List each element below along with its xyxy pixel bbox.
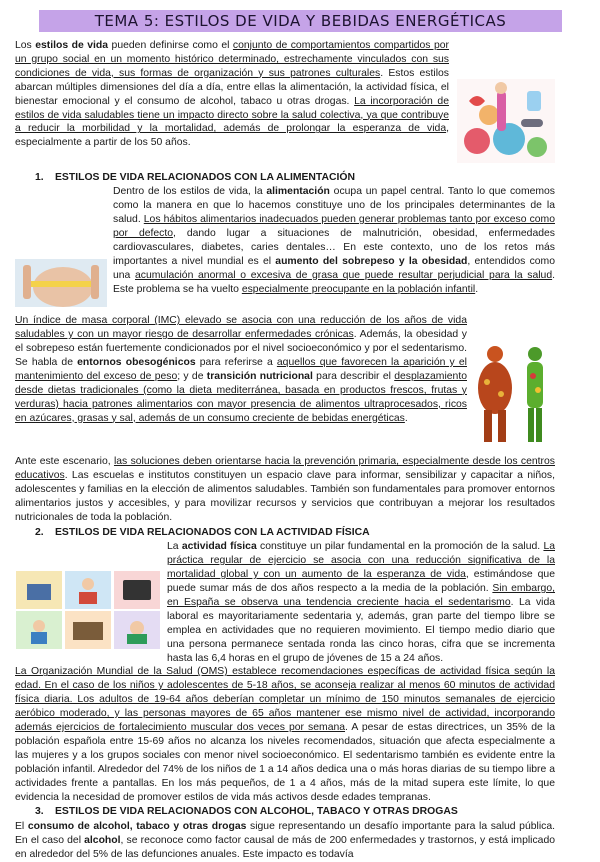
section-3-heading: 3. ESTILOS DE VIDA RELACIONADOS CON ALCOHOL, TABACO Y OTRAS DROGAS (35, 806, 458, 818)
document-body (15, 39, 555, 862)
intro-paragraph: Los estilos de vida pueden definirse como el conjunto de comportamientos compartidos por un grupo social en un momento histórico determinado, estrechamente vinculados con sus condiciones de vida, sus formas de organización y sus patrones culturales. Estos estilos abarcan múltiples dimensiones del día a día, entre ellas la alimentación, la actividad física, el bienestar emocional y el consumo de alcohol, tabaco u otras drogas. La incorporación de estilos de vida saludables tiene un impacto directo sobre la salud colectiva, ya que contribuye a reducir la morbilidad y la mortalidad, además de prolongar la esperanza de vida, especialmente a partir de los 50 años. (15, 40, 450, 149)
sedentary-activities-collage (15, 570, 161, 655)
waist-measurement-image (15, 259, 107, 312)
healthy-lifestyle-illustration (457, 79, 555, 168)
food-body-silhouettes-image (475, 342, 555, 453)
section-1-paragraph-2: Un índice de masa corporal (IMC) elevado se asocia con una reducción de los años de vida saludables y con un mayor riesgo de desarrollar enfermedades crónicas. Además, la obesidad y el sobrepeso están fuertemente condicionados por el nivel socioeconómico y por el sedentarismo. Se habla de entornos obesogénicos para referirse a aquellos que favorecen la aparición y el mantenimiento del exceso de peso; y de transición nutricional para describir el desplazamiento desde dietas tradicionales (como la dieta mediterránea, basada en productos frescos, frutas y verduras) hacia patrones alimentarios con mayor presencia de alimentos ultraprocesados, ricos en azúcares, grasas y sal, además de un consumo creciente de bebidas energéticas. (15, 315, 468, 424)
page-title: TEMA 5: ESTILOS DE VIDA Y BEBIDAS ENERGÉTICAS (94, 12, 507, 30)
section-2-heading: 2. ESTILOS DE VIDA RELACIONADOS CON LA ACTIVIDAD FÍSICA (35, 526, 370, 538)
section-2-paragraph-1: La actividad física constituye un pilar fundamental en la promoción de la salud. La práctica regular de ejercicio se asocia con una reducción significativa de la mortalidad global y con un aumento de la esperanza de vida, estimándose que puede sumar más de dos años respecto a la media de la población. Sin embargo, en España se observa una tendencia creciente hacia el sedentarismo. La vida laboral es mayoritariamente sedentaria y, además, gran parte del tiempo libre se emplea en actividades que no requieren movimiento. El tiempo medio diario que una persona permanece sentada ronda las cinco horas, cifra que se incrementa hasta las 6,4 horas en el grupo de jóvenes de 15 a 24 años. (167, 541, 556, 664)
page-title-banner (39, 10, 562, 32)
section-1-paragraph-1: Dentro de los estilos de vida, la alimentación ocupa un papel central. Tanto lo que comemos como la manera en que lo hacemos constituye uno de los principales determinantes de la salud. Los hábitos alimentarios inadecuados pueden generar problemas tanto por exceso como por defecto, dando lugar a situaciones de malnutrición, obesidad, enfermedades cardiovasculares, diabetes, caries dentales… En este contexto, uno de los retos más importantes a nivel mundial es el aumento del sobrepeso y la obesidad, entendidos como una acumulación anormal o excesiva de grasa que puede resultar perjudicial para la salud. Este problema se ha vuelto especialmente preocupante en la población infantil. (113, 186, 556, 295)
section-3-paragraph-1: El consumo de alcohol, tabaco y otras drogas sigue representando un desafío importante para la salud pública. En el caso del alcohol, se reconoce como factor causal de más de 200 enfermedades y trastornos, y está implicado en alrededor del 5% de las defunciones anuales. Este impacto es todavía (15, 820, 555, 860)
section-1-paragraph-3: Ante este escenario, las soluciones deben orientarse hacia la prevención primaria, especialmente desde los centros educativos. Las escuelas e institutos constituyen un espacio clave para informar, sensibilizar y capacitar a niños, adolescentes y familias en la elección de alimentos saludables. También son fundamentales para promover entornos alimentarios justos y accesibles, y para movilizar recursos y servicios que contribuyan a mejorar los resultados nutricionales de toda la población. (15, 456, 555, 523)
section-1-heading: 1. ESTILOS DE VIDA RELACIONADOS CON LA ALIMENTACIÓN (35, 171, 355, 183)
section-2-paragraph-2: La Organización Mundial de la Salud (OMS) establece recomendaciones específicas de actividad física según la edad. En el caso de los niños y adolescentes de 5-18 años, se aconseja realizar al menos 60 minutos de actividad física diaria. Los adultos de 19-64 años deberían completar un mínimo de 150 minutos semanales de ejercicio aeróbico moderado, y las personas mayores de 65 años mantener ese mismo nivel de actividad, incorporando además ejercicios de fortalecimiento muscular dos veces por semana. A pesar de estas directrices, un 35% de la población española entre 15-69 años no alcanza los niveles recomendados, situación que afecta especialmente a las mujeres y a los grupos sociales con menor nivel socioeconómico. El sedentarismo también es evidente entre la población infantil. Alrededor del 74% de los niños de 1 a 14 años dedica una o más horas diarias de su tiempo libre a actividades frente a pantallas. En los más pequeños, de 1 a 4 años, más de la mitad supera este límite, lo que evidencia la necesidad de promover estilos de vida más activos desde edades tempranas. (15, 666, 555, 803)
